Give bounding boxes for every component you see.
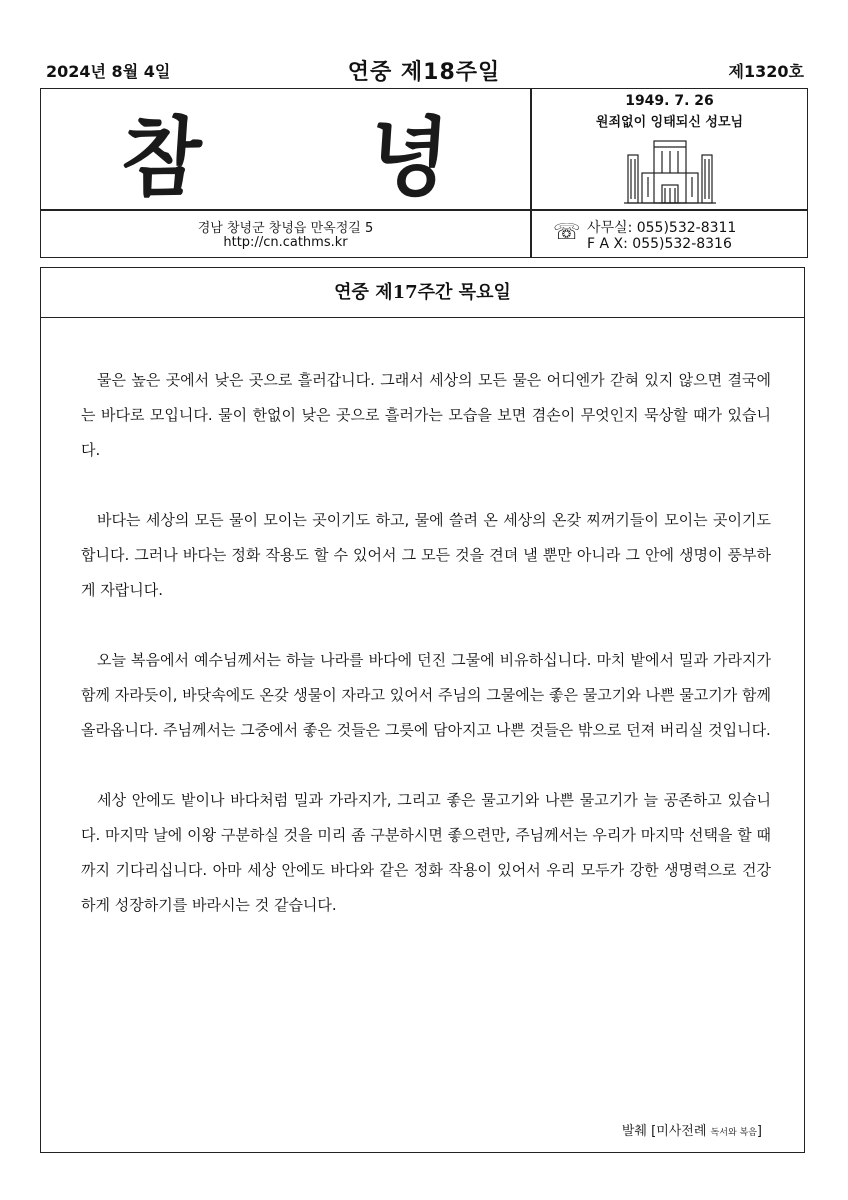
office-phone: 사무실: 055)532-8311 bbox=[587, 220, 737, 236]
bulletin-top-bar bbox=[40, 55, 808, 87]
church-building-icon bbox=[624, 133, 716, 205]
patron-saint: 원죄없이 잉태되신 성모님 bbox=[595, 115, 744, 130]
article-paragraph: 물은 높은 곳에서 낮은 곳으로 흘러갑니다. 그래서 세상의 모든 물은 어디엔가 갇혀 있지 않으면 결국에는 바다로 모입니다. 물이 한없이 낮은 곳으로 흘러가는 모습을 보면 겸손이 무엇인지 묵상할 때가 있습니다. bbox=[81, 371, 771, 459]
article-paragraph: 바다는 세상의 모든 물이 모이는 곳이기도 하고, 물에 쓸려 온 세상의 온갖 찌꺼기들이 모이는 곳이기도 합니다. 그러나 바다는 정화 작용도 할 수 있어서 그 모든 것을 견뎌 낼 뿐만 아니라 그 안에 생명이 풍부하게 자랍니다. bbox=[81, 511, 771, 599]
telephone-icon: ☏ bbox=[553, 220, 581, 245]
article-body bbox=[81, 363, 771, 923]
parish-address: 경남 창녕군 창녕읍 만옥정길 5 bbox=[197, 221, 374, 236]
source-prefix: 발췌 [미사전례 bbox=[621, 1124, 707, 1139]
bulletin-header bbox=[40, 88, 808, 258]
masthead-title: 참 녕 bbox=[118, 107, 522, 209]
parish-contact-box bbox=[531, 210, 808, 258]
issue-number: 제1320호 bbox=[728, 62, 804, 81]
article-source bbox=[622, 1120, 762, 1139]
liturgical-sunday: 연중 제18주일 bbox=[347, 60, 501, 85]
founding-date: 1949. 7. 26 bbox=[625, 93, 714, 109]
article-paragraph: 세상 안에도 밭이나 바다처럼 밀과 가라지가, 그리고 좋은 물고기와 나쁜 물고기가 늘 공존하고 있습니다. 마지막 날에 이왕 구분하실 것을 미리 좀 구분하시면 좋으련만, 주님께서는 우리가 마지막 선택을 할 때까지 기다리십니다. 아마 세상 안에도 바다와 같은 정화 작용이 있어서 우리 모두가 강한 생명력으로 건강하게 성장하기를 바라시는 것 같습니다. bbox=[81, 791, 771, 914]
parish-website-link[interactable]: http://cn.cathms.kr bbox=[223, 235, 348, 250]
fax-number: F A X: 055)532-8316 bbox=[587, 236, 732, 252]
reflection-article bbox=[40, 267, 805, 1153]
parish-founding-box bbox=[531, 89, 808, 209]
article-paragraph: 오늘 복음에서 예수님께서는 하늘 나라를 바다에 던진 그물에 비유하십니다. 마치 밭에서 밀과 가라지가 함께 자라듯이, 바닷속에도 온갖 생물이 자라고 있어서 주님의 그물에는 좋은 물고기와 나쁜 물고기가 함께 올라옵니다. 주님께서는 그중에서 좋은 것들은 그릇에 담아지고 나쁜 것들은 밖으로 던져 버리실 것입니다. bbox=[81, 651, 771, 739]
article-title: 연중 제17주간 목요일 bbox=[41, 268, 804, 318]
bulletin-date: 2024년 8월 4일 bbox=[46, 62, 171, 81]
masthead bbox=[41, 89, 530, 209]
source-small: 독서와 복음 bbox=[710, 1128, 757, 1138]
parish-address-box bbox=[41, 210, 530, 258]
source-suffix: ] bbox=[756, 1124, 762, 1139]
